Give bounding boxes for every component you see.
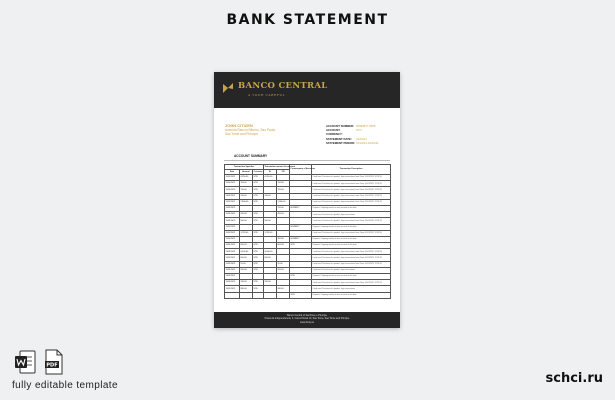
cell-amount: 4,350.00 (240, 175, 253, 181)
cell-dr (264, 292, 277, 298)
cell-dr: 310.00 (264, 280, 277, 286)
cell-date: 11/01/2021 (225, 261, 240, 267)
cell-desc: Credit card. Purchase of a product, login transactions (312, 212, 391, 218)
cell-amount: 1,235.00 (240, 230, 253, 236)
cell-date: 11/01/2021 (225, 187, 240, 193)
cell-party: STN (290, 274, 312, 280)
cell-date: 11/01/2021 (225, 243, 240, 249)
transactions-table (224, 164, 391, 299)
cell-amount: 980.00 (240, 286, 253, 292)
bank-logo-icon (222, 82, 234, 94)
cell-desc: Credit card. Purchase of a product, login transactions from Client: 01/01/2021 12:28:33 (312, 280, 391, 286)
meta-label: STATEMENT PERIOD: (326, 140, 356, 145)
pdf-file-icon (44, 349, 64, 375)
cell-dr: 1,235.00 (264, 230, 277, 236)
cell-desc: Payment. Outgoing transfer to own account on the date (312, 243, 391, 249)
footer-line1: Banco Central of SaoTome e Principe (287, 314, 327, 317)
cell-desc: Payment. Outgoing transfer to own account on the date (312, 274, 391, 280)
cell-desc: Payment. Outgoing transfer to own account on the date (312, 205, 391, 211)
cell-party: 00998877 (290, 236, 312, 242)
cell-date: 11/01/2021 (225, 230, 240, 236)
header-date: Date (225, 170, 240, 175)
word-file-icon (14, 349, 36, 375)
cell-desc: Credit card. Purchase of a product, login transactions from Client: 01/01/2021 12:28:33 (312, 175, 391, 181)
cell-currency: STN (253, 212, 264, 218)
header-counterparty: Counterparty of Accounts (290, 165, 312, 175)
cell-amount: 650.00 (240, 255, 253, 261)
transactions-body (225, 175, 391, 299)
cell-amount: 200.00 (240, 267, 253, 273)
cell-dr: 650.00 (264, 255, 277, 261)
cell-amount: 310.00 (240, 280, 253, 286)
meta-label: ACCOUNT NUMBER: (326, 124, 354, 128)
cell-desc: Credit card. Purchase of a product, login transactions (312, 286, 391, 292)
cell-desc: Credit card. Purchase of a product, login transactions from Client: 01/01/2021 12:28:33 (312, 255, 391, 261)
cell-cr: 750.00 (277, 205, 290, 211)
cell-cr: 450.00 (277, 212, 290, 218)
cell-currency: STN (253, 199, 264, 205)
caption-editable: fully editable template (12, 380, 118, 391)
footer-line3: www.bcstp.st (300, 320, 314, 324)
cell-amount: 55.00 (240, 261, 253, 267)
cell-desc: Payment. Outgoing transfer to own account on the date (312, 236, 391, 242)
customer-block (225, 124, 276, 136)
cell-dr: 240.00 (264, 193, 277, 199)
bank-tagline: A YOUR CAREFUL (248, 93, 286, 97)
meta-value: 00998877 6655 (356, 124, 376, 128)
cell-desc: Payment. Outgoing transfer to own account on the date (312, 292, 391, 298)
meta-label: STATEMENT DATE: (326, 136, 352, 141)
cell-cr: 980.00 (277, 286, 290, 292)
meta-value: STN (356, 128, 362, 133)
cell-currency: STN (253, 249, 264, 255)
cell-cr (277, 292, 290, 298)
cell-desc: Credit card. Purchase of a product, login transactions from Client: 01/01/2021 12:28:33 (312, 193, 391, 199)
cell-date: 11/01/2021 (225, 212, 240, 218)
cell-currency: STN (253, 280, 264, 286)
cell-desc: Credit card. Purchase of a product, login transactions from Client: 01/01/2021 12:28:33 (312, 218, 391, 224)
cell-cr: 350.00 (277, 236, 290, 242)
header-transaction-specifics: Transaction Specifics (225, 165, 264, 170)
customer-name: JOHN CITIZEN (225, 123, 253, 128)
cell-desc: Credit card. Purchase of a product, login transactions from Client: 01/01/2021 12:28:33 (312, 181, 391, 187)
cell-currency: STN (253, 175, 264, 181)
table-row (225, 292, 391, 298)
cell-currency: STN (253, 267, 264, 273)
cell-date: 11/01/2021 (225, 193, 240, 199)
cell-amount: 600.00 (240, 243, 253, 249)
cell-date: 11/01/2021 (225, 274, 240, 280)
cell-amount: 750.00 (240, 187, 253, 193)
header-dr: Dr (264, 170, 277, 175)
cell-date: 11/01/2021 (225, 280, 240, 286)
cell-date (225, 292, 240, 298)
customer-address-line1: Avenida Ramon Ribeiro, Sao Paulo, (225, 128, 276, 132)
cell-desc: Credit card. Purchase of a product, login transactions from Client: 01/01/2021 12:28:33 (312, 187, 391, 193)
cell-desc: Credit card. Purchase of a product, login transactions from Client: 01/01/2021 12:28:33 (312, 261, 391, 267)
cell-date: 11/01/2021 (225, 181, 240, 187)
cell-currency: STN (253, 261, 264, 267)
cell-amount: 450.00 (240, 212, 253, 218)
header-currency: Currency (253, 170, 263, 173)
document-header (214, 72, 400, 108)
meta-label: ACCOUNT CURRENCY: (326, 128, 343, 137)
cell-desc: Payment. Outgoing transfer to own account on the date (312, 224, 391, 230)
cell-date: 11/01/2021 (225, 175, 240, 181)
cell-date: 11/01/2021 (225, 249, 240, 255)
cell-desc: Credit card. Purchase of a product, login transactions from Client: 01/01/2021 12:28:33 (312, 249, 391, 255)
cell-date: 11/01/2021 (225, 236, 240, 242)
cell-cr: 55.00 (277, 261, 290, 267)
cell-desc: Credit card. Purchase of a product, login transactions from Client: 01/01/2021 12:28:33 (312, 199, 391, 205)
cell-date: 11/01/2021 (225, 205, 240, 211)
cell-currency (253, 292, 264, 298)
cell-dr: 4,350.00 (264, 175, 277, 181)
cell-currency: STN (253, 255, 264, 261)
cell-cr: 7,800.00 (277, 199, 290, 205)
cell-amount: 7,800.00 (240, 199, 253, 205)
cell-amount: 3,400.00 (240, 249, 253, 255)
summary-title: ACCOUNT SUMMARY (234, 154, 268, 158)
cell-cr: 200.00 (277, 267, 290, 273)
cell-party: STN (290, 292, 312, 298)
cell-dr: 500.00 (264, 218, 277, 224)
header-cr: CR (277, 170, 290, 175)
cell-cr: 600.00 (277, 243, 290, 249)
cell-desc: Credit card. Purchase of a product, login transactions (312, 267, 391, 273)
cell-currency: STN (253, 218, 264, 224)
cell-date: 11/01/2021 (225, 255, 240, 261)
cell-date: 11/01/2021 (225, 286, 240, 292)
cell-amount: 240.00 (240, 193, 253, 199)
cell-dr: 3,400.00 (264, 249, 277, 255)
cell-amount: 700.00 (240, 181, 253, 187)
page-title: BANK STATEMENT (226, 12, 389, 28)
meta-value: 31/01/21 (356, 136, 367, 141)
cell-currency: STN (253, 181, 264, 187)
meta-row (326, 128, 379, 136)
statement-document (214, 72, 400, 328)
cell-currency: STN (253, 286, 264, 292)
site-watermark: schci.ru (545, 371, 603, 386)
cell-currency: STN (253, 187, 264, 193)
cell-currency: STN (253, 193, 264, 199)
cell-date: 11/01/2021 (225, 224, 240, 230)
cell-currency: STN (253, 243, 264, 249)
statement-meta (326, 124, 379, 145)
header-amount: Amount (240, 170, 253, 175)
cell-date: 11/01/2021 (225, 218, 240, 224)
cell-party: STN (290, 243, 312, 249)
summary-divider (224, 160, 390, 161)
customer-address-line2: Sao Tome and Principe (225, 132, 258, 136)
meta-value: 01/01/21-31/01/21 (356, 140, 379, 145)
cell-date: 11/01/2021 (225, 199, 240, 205)
cell-currency: STN (253, 230, 264, 236)
cell-amount: 500.00 (240, 218, 253, 224)
footer-line2: Praca da Independencia, 3, Caixa Postal 13, Sao Tome, Sao Tome and Principe (264, 317, 350, 321)
cell-cr: 700.00 (277, 181, 290, 187)
meta-row (326, 141, 379, 145)
cell-party: 00998877 (290, 224, 312, 230)
cell-cr: 750.00 (277, 187, 290, 193)
cell-date: 11/01/2021 (225, 267, 240, 273)
cell-amount (240, 292, 253, 298)
document-footer (214, 312, 400, 328)
cell-party: 00998877 (290, 205, 312, 211)
bank-name: BANCO CENTRAL (238, 81, 328, 91)
svg-text:PDF: PDF (46, 362, 58, 369)
header-transaction-amount: Transaction amount for account (264, 165, 295, 168)
cell-desc: Credit card. Purchase of a product, login transactions from Client: 01/01/2021 12:28:33 (312, 230, 391, 236)
header-description: Transaction Description (312, 165, 391, 175)
